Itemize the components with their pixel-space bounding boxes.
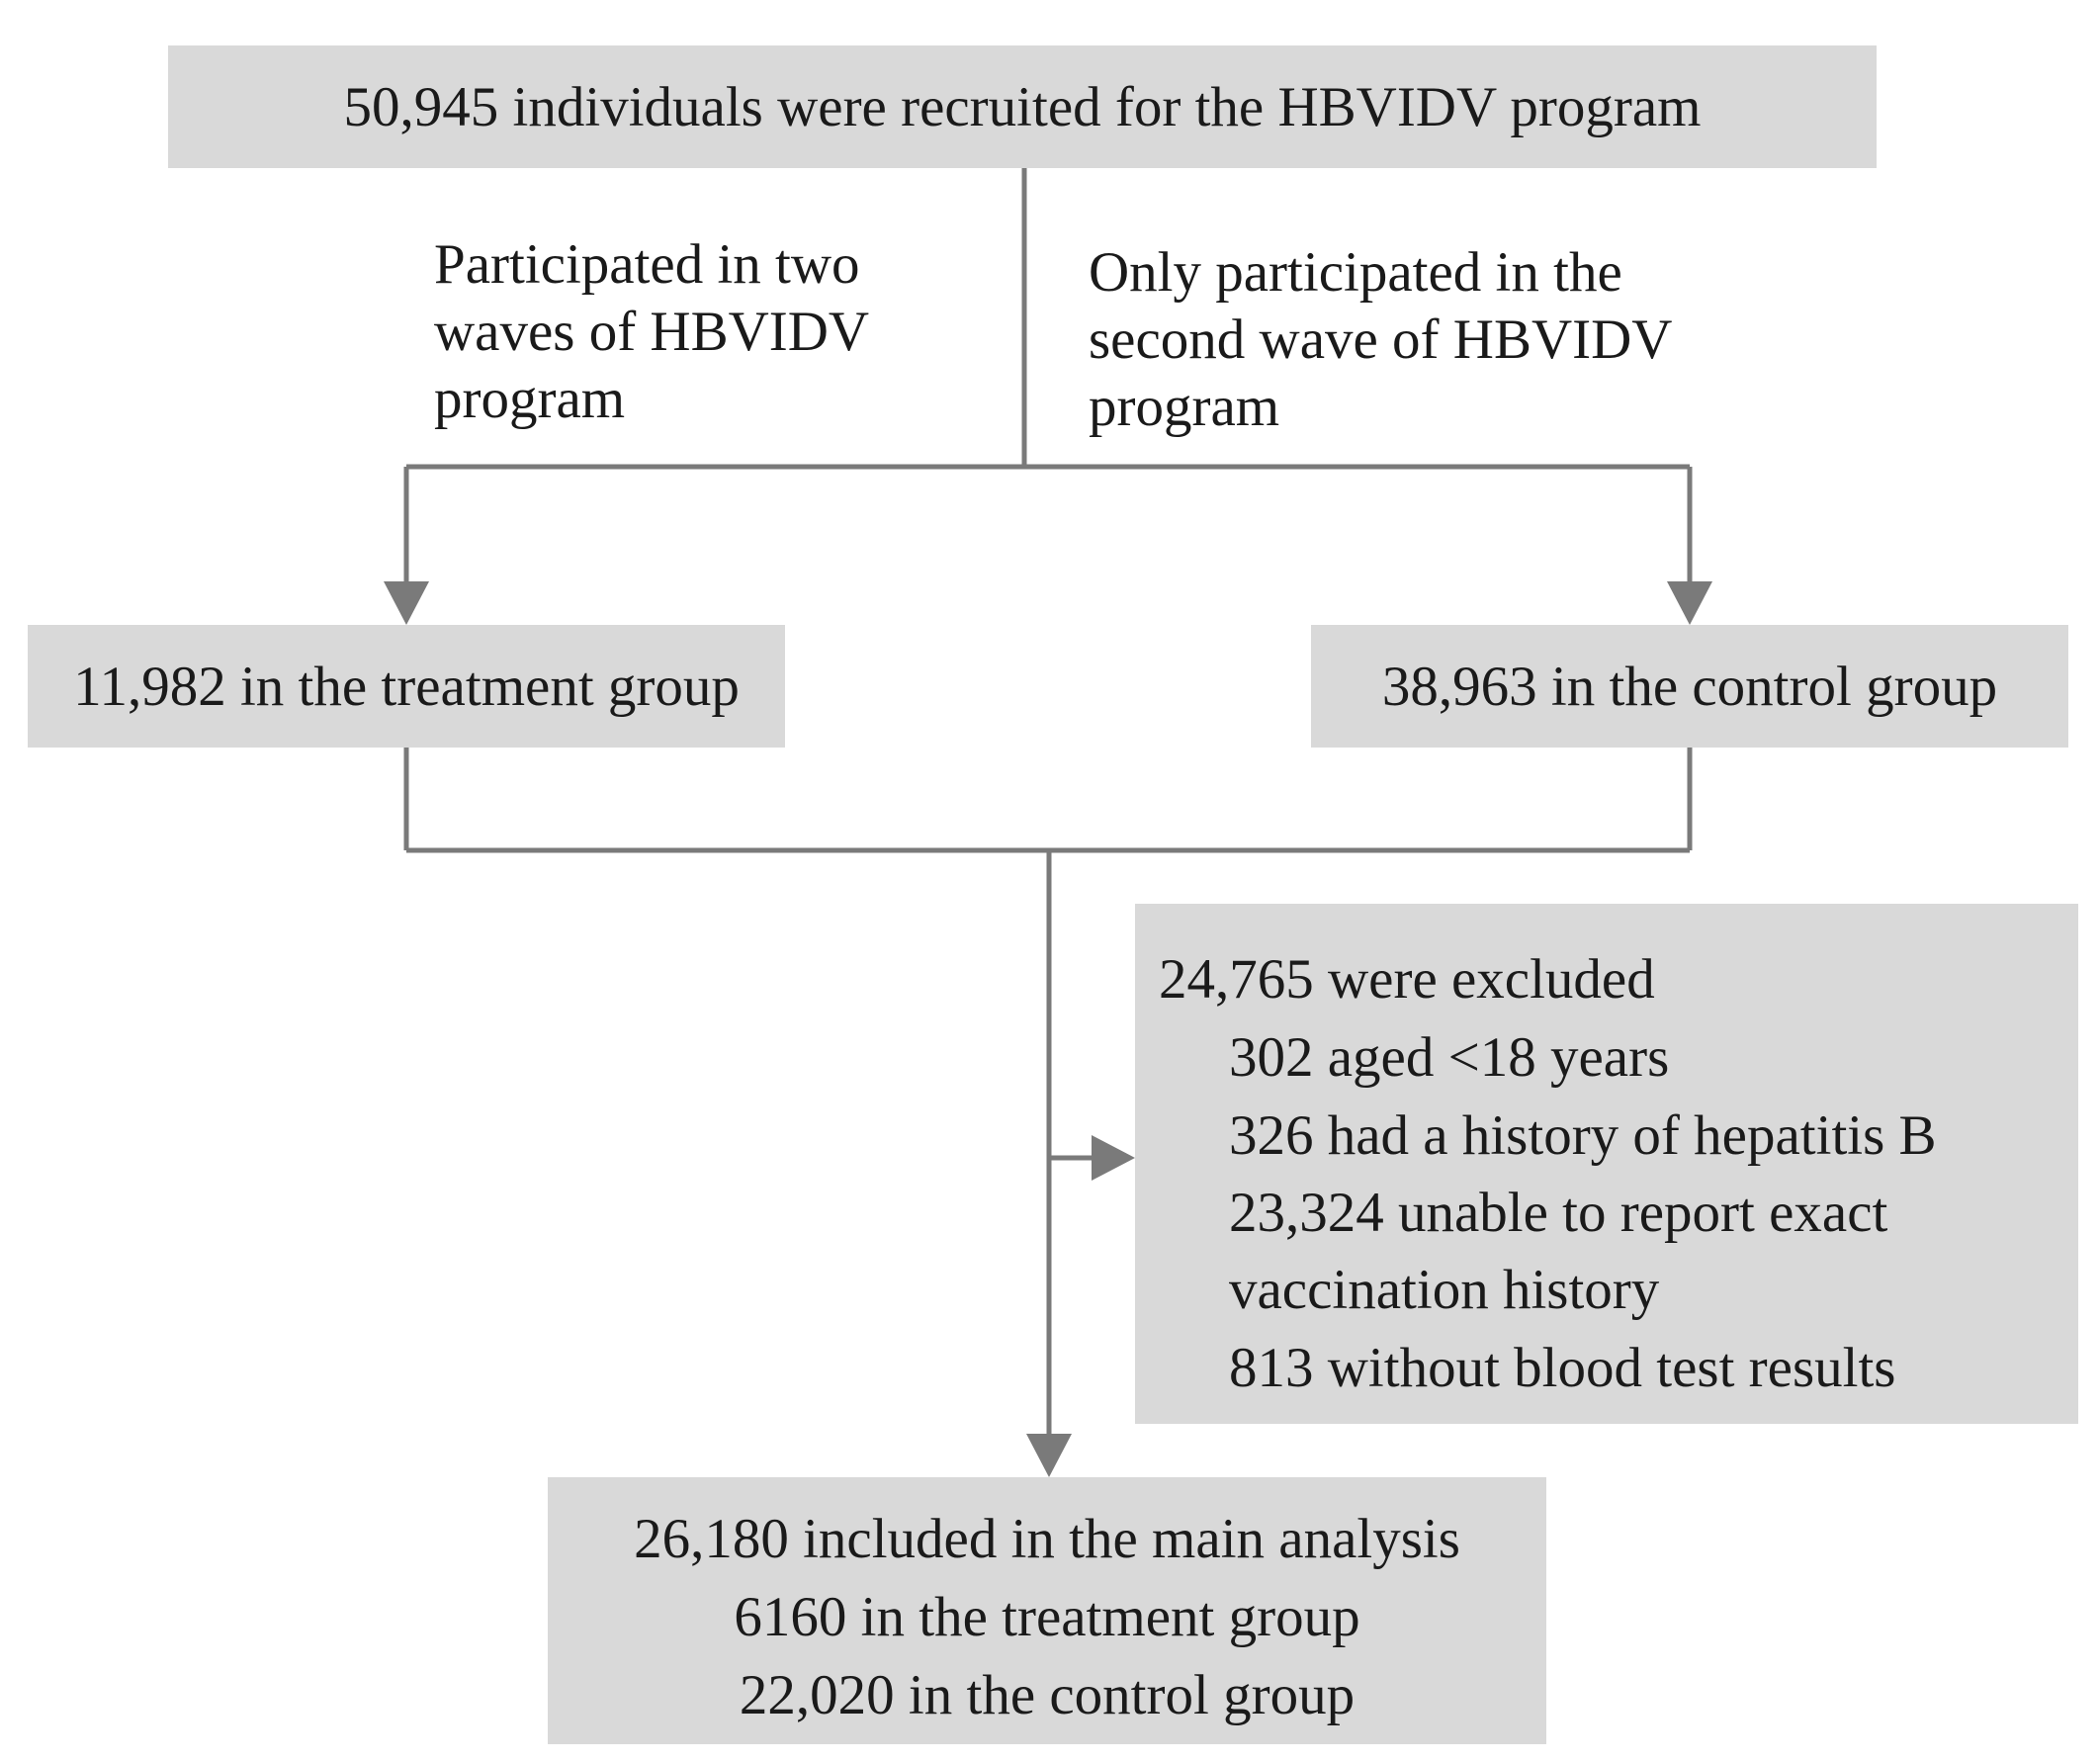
treatment-group-box [28,625,785,748]
recruited-box [168,45,1877,168]
left-branch-line: Participated in two [434,233,860,296]
left-branch-label [434,231,869,433]
excluded-item: 326 had a history of hepatitis B [1229,1104,1937,1167]
excluded-item: 813 without blood test results [1229,1337,1896,1399]
arrow-to-control [1667,581,1712,625]
analysis-line: 26,180 included in the main analysis [634,1508,1460,1570]
analysis-line: 6160 in the treatment group [734,1586,1360,1648]
excluded-item: 302 aged <18 years [1229,1026,1670,1089]
arrow-to-excluded [1092,1135,1135,1181]
right-branch-line: program [1089,376,1280,438]
left-branch-line: program [434,368,626,430]
treatment-group-text: 11,982 in the treatment group [73,656,740,718]
arrow-to-analysis [1026,1434,1072,1477]
analysis-box [548,1477,1546,1744]
analysis-line: 22,020 in the control group [739,1664,1356,1726]
excluded-title: 24,765 were excluded [1159,948,1655,1011]
right-branch-line: second wave of HBVIDV [1089,308,1673,371]
control-group-text: 38,963 in the control group [1381,656,1998,718]
excluded-box [1135,904,2078,1424]
arrow-to-treatment [384,581,429,625]
right-branch-label [1089,239,1672,441]
control-group-box [1311,625,2068,748]
recruited-text: 50,945 individuals were recruited for the HBVIDV program [343,76,1702,138]
excluded-item: vaccination history [1229,1259,1660,1321]
left-branch-line: waves of HBVIDV [434,301,870,363]
excluded-item: 23,324 unable to report exact [1229,1182,1888,1244]
right-branch-line: Only participated in the [1089,241,1622,304]
